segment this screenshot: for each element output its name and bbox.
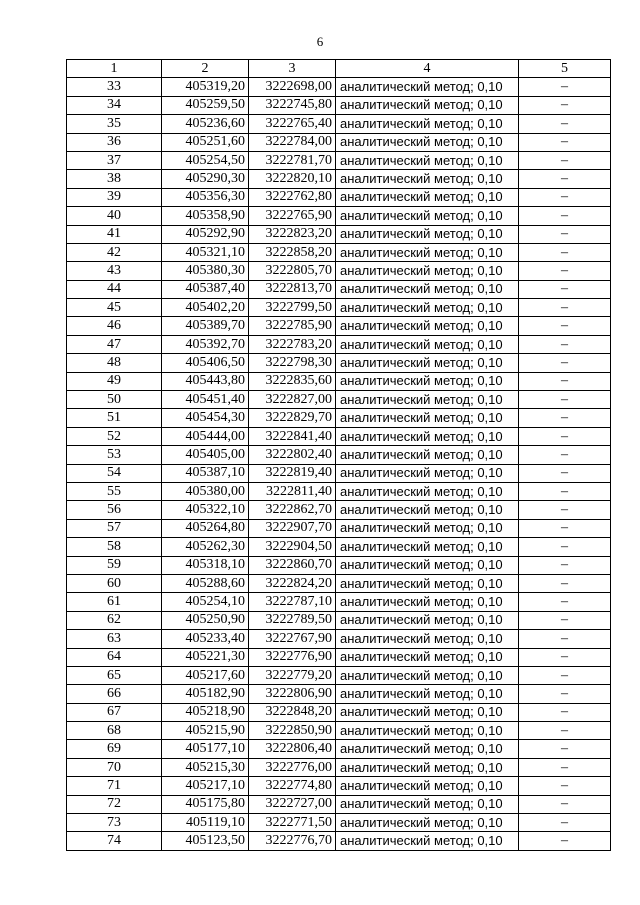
method-accuracy-cell: аналитический метод; 0,10 xyxy=(336,335,519,353)
y-coordinate-cell: 3222806,90 xyxy=(249,685,336,703)
y-coordinate-cell: 3222799,50 xyxy=(249,299,336,317)
y-coordinate-cell: 3222848,20 xyxy=(249,703,336,721)
x-coordinate-cell: 405123,50 xyxy=(162,832,249,850)
method-accuracy-cell: аналитический метод; 0,10 xyxy=(336,556,519,574)
table-row xyxy=(67,170,611,188)
point-number-cell: 59 xyxy=(67,556,162,574)
description-cell: – xyxy=(519,758,611,776)
point-number-cell: 69 xyxy=(67,740,162,758)
point-number-cell: 70 xyxy=(67,758,162,776)
y-coordinate-cell: 3222762,80 xyxy=(249,188,336,206)
method-accuracy-cell: аналитический метод; 0,10 xyxy=(336,391,519,409)
point-number-cell: 62 xyxy=(67,611,162,629)
table-row xyxy=(67,188,611,206)
x-coordinate-cell: 405259,50 xyxy=(162,96,249,114)
method-accuracy-cell: аналитический метод; 0,10 xyxy=(336,188,519,206)
method-accuracy-cell: аналитический метод; 0,10 xyxy=(336,317,519,335)
table-row xyxy=(67,795,611,813)
y-coordinate-cell: 3222860,70 xyxy=(249,556,336,574)
table-row xyxy=(67,574,611,592)
coordinates-table xyxy=(66,59,611,851)
point-number-cell: 47 xyxy=(67,335,162,353)
description-cell: – xyxy=(519,648,611,666)
method-accuracy-cell: аналитический метод; 0,10 xyxy=(336,151,519,169)
description-cell: – xyxy=(519,777,611,795)
point-number-cell: 35 xyxy=(67,115,162,133)
y-coordinate-cell: 3222727,00 xyxy=(249,795,336,813)
table-row xyxy=(67,409,611,427)
x-coordinate-cell: 405251,60 xyxy=(162,133,249,151)
description-cell: – xyxy=(519,795,611,813)
table-row xyxy=(67,151,611,169)
x-coordinate-cell: 405119,10 xyxy=(162,814,249,832)
description-cell: – xyxy=(519,519,611,537)
y-coordinate-cell: 3222783,20 xyxy=(249,335,336,353)
y-coordinate-cell: 3222850,90 xyxy=(249,722,336,740)
point-number-cell: 40 xyxy=(67,207,162,225)
y-coordinate-cell: 3222765,90 xyxy=(249,207,336,225)
x-coordinate-cell: 405177,10 xyxy=(162,740,249,758)
table-row xyxy=(67,740,611,758)
table-row xyxy=(67,115,611,133)
table-row xyxy=(67,832,611,850)
description-cell: – xyxy=(519,115,611,133)
point-number-cell: 51 xyxy=(67,409,162,427)
y-coordinate-cell: 3222813,70 xyxy=(249,280,336,298)
point-number-cell: 64 xyxy=(67,648,162,666)
method-accuracy-cell: аналитический метод; 0,10 xyxy=(336,170,519,188)
x-coordinate-cell: 405182,90 xyxy=(162,685,249,703)
table-row xyxy=(67,372,611,390)
point-number-cell: 74 xyxy=(67,832,162,850)
x-coordinate-cell: 405215,30 xyxy=(162,758,249,776)
point-number-cell: 54 xyxy=(67,464,162,482)
x-coordinate-cell: 405405,00 xyxy=(162,446,249,464)
description-cell: – xyxy=(519,666,611,684)
method-accuracy-cell: аналитический метод; 0,10 xyxy=(336,501,519,519)
description-cell: – xyxy=(519,170,611,188)
method-accuracy-cell: аналитический метод; 0,10 xyxy=(336,96,519,114)
x-coordinate-cell: 405358,90 xyxy=(162,207,249,225)
method-accuracy-cell: аналитический метод; 0,10 xyxy=(336,758,519,776)
header-cell-x: 2 xyxy=(162,60,249,78)
x-coordinate-cell: 405402,20 xyxy=(162,299,249,317)
y-coordinate-cell: 3222787,10 xyxy=(249,593,336,611)
x-coordinate-cell: 405233,40 xyxy=(162,630,249,648)
description-cell: – xyxy=(519,482,611,500)
point-number-cell: 58 xyxy=(67,538,162,556)
y-coordinate-cell: 3222771,50 xyxy=(249,814,336,832)
point-number-cell: 67 xyxy=(67,703,162,721)
x-coordinate-cell: 405292,90 xyxy=(162,225,249,243)
x-coordinate-cell: 405290,30 xyxy=(162,170,249,188)
method-accuracy-cell: аналитический метод; 0,10 xyxy=(336,795,519,813)
table-row xyxy=(67,666,611,684)
x-coordinate-cell: 405380,30 xyxy=(162,262,249,280)
x-coordinate-cell: 405254,10 xyxy=(162,593,249,611)
x-coordinate-cell: 405217,60 xyxy=(162,666,249,684)
description-cell: – xyxy=(519,538,611,556)
method-accuracy-cell: аналитический метод; 0,10 xyxy=(336,814,519,832)
description-cell: – xyxy=(519,207,611,225)
x-coordinate-cell: 405221,30 xyxy=(162,648,249,666)
description-cell: – xyxy=(519,78,611,96)
table-row xyxy=(67,593,611,611)
x-coordinate-cell: 405217,10 xyxy=(162,777,249,795)
y-coordinate-cell: 3222798,30 xyxy=(249,354,336,372)
table-row xyxy=(67,482,611,500)
description-cell: – xyxy=(519,832,611,850)
table-row xyxy=(67,648,611,666)
method-accuracy-cell: аналитический метод; 0,10 xyxy=(336,519,519,537)
y-coordinate-cell: 3222765,40 xyxy=(249,115,336,133)
y-coordinate-cell: 3222785,90 xyxy=(249,317,336,335)
table-row xyxy=(67,243,611,261)
x-coordinate-cell: 405254,50 xyxy=(162,151,249,169)
y-coordinate-cell: 3222841,40 xyxy=(249,427,336,445)
point-number-cell: 56 xyxy=(67,501,162,519)
x-coordinate-cell: 405389,70 xyxy=(162,317,249,335)
table-row xyxy=(67,501,611,519)
table-row xyxy=(67,207,611,225)
coordinates-table-body xyxy=(67,60,611,851)
point-number-cell: 36 xyxy=(67,133,162,151)
y-coordinate-cell: 3222789,50 xyxy=(249,611,336,629)
table-row xyxy=(67,354,611,372)
y-coordinate-cell: 3222806,40 xyxy=(249,740,336,758)
x-coordinate-cell: 405444,00 xyxy=(162,427,249,445)
description-cell: – xyxy=(519,703,611,721)
point-number-cell: 37 xyxy=(67,151,162,169)
y-coordinate-cell: 3222776,90 xyxy=(249,648,336,666)
method-accuracy-cell: аналитический метод; 0,10 xyxy=(336,611,519,629)
table-row xyxy=(67,611,611,629)
y-coordinate-cell: 3222776,00 xyxy=(249,758,336,776)
description-cell: – xyxy=(519,391,611,409)
description-cell: – xyxy=(519,335,611,353)
x-coordinate-cell: 405322,10 xyxy=(162,501,249,519)
y-coordinate-cell: 3222802,40 xyxy=(249,446,336,464)
table-row xyxy=(67,225,611,243)
description-cell: – xyxy=(519,464,611,482)
description-cell: – xyxy=(519,427,611,445)
table-row xyxy=(67,703,611,721)
table-row xyxy=(67,630,611,648)
x-coordinate-cell: 405318,10 xyxy=(162,556,249,574)
x-coordinate-cell: 405264,80 xyxy=(162,519,249,537)
method-accuracy-cell: аналитический метод; 0,10 xyxy=(336,280,519,298)
point-number-cell: 66 xyxy=(67,685,162,703)
header-cell-method: 4 xyxy=(336,60,519,78)
x-coordinate-cell: 405175,80 xyxy=(162,795,249,813)
x-coordinate-cell: 405392,70 xyxy=(162,335,249,353)
point-number-cell: 60 xyxy=(67,574,162,592)
point-number-cell: 57 xyxy=(67,519,162,537)
method-accuracy-cell: аналитический метод; 0,10 xyxy=(336,538,519,556)
x-coordinate-cell: 405319,20 xyxy=(162,78,249,96)
point-number-cell: 53 xyxy=(67,446,162,464)
method-accuracy-cell: аналитический метод; 0,10 xyxy=(336,648,519,666)
table-row xyxy=(67,722,611,740)
point-number-cell: 63 xyxy=(67,630,162,648)
method-accuracy-cell: аналитический метод; 0,10 xyxy=(336,482,519,500)
y-coordinate-cell: 3222767,90 xyxy=(249,630,336,648)
point-number-cell: 38 xyxy=(67,170,162,188)
header-cell-description: 5 xyxy=(519,60,611,78)
method-accuracy-cell: аналитический метод; 0,10 xyxy=(336,630,519,648)
table-row xyxy=(67,391,611,409)
y-coordinate-cell: 3222858,20 xyxy=(249,243,336,261)
point-number-cell: 33 xyxy=(67,78,162,96)
table-row xyxy=(67,317,611,335)
point-number-cell: 42 xyxy=(67,243,162,261)
method-accuracy-cell: аналитический метод; 0,10 xyxy=(336,703,519,721)
description-cell: – xyxy=(519,317,611,335)
method-accuracy-cell: аналитический метод; 0,10 xyxy=(336,464,519,482)
method-accuracy-cell: аналитический метод; 0,10 xyxy=(336,832,519,850)
description-cell: – xyxy=(519,354,611,372)
description-cell: – xyxy=(519,611,611,629)
x-coordinate-cell: 405236,60 xyxy=(162,115,249,133)
description-cell: – xyxy=(519,262,611,280)
point-number-cell: 48 xyxy=(67,354,162,372)
table-row xyxy=(67,758,611,776)
y-coordinate-cell: 3222781,70 xyxy=(249,151,336,169)
header-cell-number: 1 xyxy=(67,60,162,78)
method-accuracy-cell: аналитический метод; 0,10 xyxy=(336,593,519,611)
point-number-cell: 72 xyxy=(67,795,162,813)
method-accuracy-cell: аналитический метод; 0,10 xyxy=(336,666,519,684)
table-row xyxy=(67,519,611,537)
x-coordinate-cell: 405218,90 xyxy=(162,703,249,721)
y-coordinate-cell: 3222805,70 xyxy=(249,262,336,280)
point-number-cell: 41 xyxy=(67,225,162,243)
table-row xyxy=(67,299,611,317)
y-coordinate-cell: 3222835,60 xyxy=(249,372,336,390)
table-header-row xyxy=(67,60,611,78)
description-cell: – xyxy=(519,280,611,298)
y-coordinate-cell: 3222827,00 xyxy=(249,391,336,409)
table-row xyxy=(67,427,611,445)
table-row xyxy=(67,335,611,353)
description-cell: – xyxy=(519,501,611,519)
x-coordinate-cell: 405321,10 xyxy=(162,243,249,261)
y-coordinate-cell: 3222904,50 xyxy=(249,538,336,556)
y-coordinate-cell: 3222774,80 xyxy=(249,777,336,795)
method-accuracy-cell: аналитический метод; 0,10 xyxy=(336,78,519,96)
table-row xyxy=(67,446,611,464)
table-row xyxy=(67,556,611,574)
method-accuracy-cell: аналитический метод; 0,10 xyxy=(336,243,519,261)
x-coordinate-cell: 405262,30 xyxy=(162,538,249,556)
description-cell: – xyxy=(519,556,611,574)
point-number-cell: 49 xyxy=(67,372,162,390)
x-coordinate-cell: 405215,90 xyxy=(162,722,249,740)
method-accuracy-cell: аналитический метод; 0,10 xyxy=(336,225,519,243)
page-number: 6 xyxy=(316,34,324,49)
point-number-cell: 73 xyxy=(67,814,162,832)
x-coordinate-cell: 405380,00 xyxy=(162,482,249,500)
description-cell: – xyxy=(519,96,611,114)
method-accuracy-cell: аналитический метод; 0,10 xyxy=(336,262,519,280)
method-accuracy-cell: аналитический метод; 0,10 xyxy=(336,372,519,390)
x-coordinate-cell: 405387,10 xyxy=(162,464,249,482)
y-coordinate-cell: 3222820,10 xyxy=(249,170,336,188)
y-coordinate-cell: 3222819,40 xyxy=(249,464,336,482)
method-accuracy-cell: аналитический метод; 0,10 xyxy=(336,722,519,740)
table-row xyxy=(67,96,611,114)
x-coordinate-cell: 405451,40 xyxy=(162,391,249,409)
y-coordinate-cell: 3222779,20 xyxy=(249,666,336,684)
point-number-cell: 46 xyxy=(67,317,162,335)
point-number-cell: 61 xyxy=(67,593,162,611)
point-number-cell: 65 xyxy=(67,666,162,684)
table-row xyxy=(67,280,611,298)
x-coordinate-cell: 405443,80 xyxy=(162,372,249,390)
description-cell: – xyxy=(519,593,611,611)
point-number-cell: 34 xyxy=(67,96,162,114)
method-accuracy-cell: аналитический метод; 0,10 xyxy=(336,574,519,592)
method-accuracy-cell: аналитический метод; 0,10 xyxy=(336,777,519,795)
y-coordinate-cell: 3222862,70 xyxy=(249,501,336,519)
x-coordinate-cell: 405406,50 xyxy=(162,354,249,372)
y-coordinate-cell: 3222698,00 xyxy=(249,78,336,96)
description-cell: – xyxy=(519,446,611,464)
y-coordinate-cell: 3222824,20 xyxy=(249,574,336,592)
point-number-cell: 39 xyxy=(67,188,162,206)
description-cell: – xyxy=(519,409,611,427)
x-coordinate-cell: 405356,30 xyxy=(162,188,249,206)
table-row xyxy=(67,133,611,151)
method-accuracy-cell: аналитический метод; 0,10 xyxy=(336,685,519,703)
point-number-cell: 71 xyxy=(67,777,162,795)
point-number-cell: 55 xyxy=(67,482,162,500)
point-number-cell: 45 xyxy=(67,299,162,317)
point-number-cell: 44 xyxy=(67,280,162,298)
description-cell: – xyxy=(519,151,611,169)
method-accuracy-cell: аналитический метод; 0,10 xyxy=(336,354,519,372)
description-cell: – xyxy=(519,133,611,151)
description-cell: – xyxy=(519,574,611,592)
method-accuracy-cell: аналитический метод; 0,10 xyxy=(336,299,519,317)
y-coordinate-cell: 3222829,70 xyxy=(249,409,336,427)
y-coordinate-cell: 3222745,80 xyxy=(249,96,336,114)
point-number-cell: 50 xyxy=(67,391,162,409)
description-cell: – xyxy=(519,188,611,206)
description-cell: – xyxy=(519,740,611,758)
y-coordinate-cell: 3222776,70 xyxy=(249,832,336,850)
table-row xyxy=(67,814,611,832)
description-cell: – xyxy=(519,722,611,740)
y-coordinate-cell: 3222811,40 xyxy=(249,482,336,500)
table-row xyxy=(67,685,611,703)
header-cell-y: 3 xyxy=(249,60,336,78)
method-accuracy-cell: аналитический метод; 0,10 xyxy=(336,115,519,133)
method-accuracy-cell: аналитический метод; 0,10 xyxy=(336,446,519,464)
table-row xyxy=(67,777,611,795)
table-row xyxy=(67,262,611,280)
y-coordinate-cell: 3222823,20 xyxy=(249,225,336,243)
description-cell: – xyxy=(519,243,611,261)
description-cell: – xyxy=(519,225,611,243)
table-row xyxy=(67,538,611,556)
x-coordinate-cell: 405454,30 xyxy=(162,409,249,427)
method-accuracy-cell: аналитический метод; 0,10 xyxy=(336,207,519,225)
table-row xyxy=(67,464,611,482)
x-coordinate-cell: 405250,90 xyxy=(162,611,249,629)
method-accuracy-cell: аналитический метод; 0,10 xyxy=(336,133,519,151)
method-accuracy-cell: аналитический метод; 0,10 xyxy=(336,427,519,445)
description-cell: – xyxy=(519,685,611,703)
description-cell: – xyxy=(519,630,611,648)
x-coordinate-cell: 405288,60 xyxy=(162,574,249,592)
method-accuracy-cell: аналитический метод; 0,10 xyxy=(336,409,519,427)
method-accuracy-cell: аналитический метод; 0,10 xyxy=(336,740,519,758)
description-cell: – xyxy=(519,299,611,317)
y-coordinate-cell: 3222784,00 xyxy=(249,133,336,151)
description-cell: – xyxy=(519,814,611,832)
point-number-cell: 43 xyxy=(67,262,162,280)
description-cell: – xyxy=(519,372,611,390)
x-coordinate-cell: 405387,40 xyxy=(162,280,249,298)
point-number-cell: 52 xyxy=(67,427,162,445)
point-number-cell: 68 xyxy=(67,722,162,740)
table-row xyxy=(67,78,611,96)
y-coordinate-cell: 3222907,70 xyxy=(249,519,336,537)
